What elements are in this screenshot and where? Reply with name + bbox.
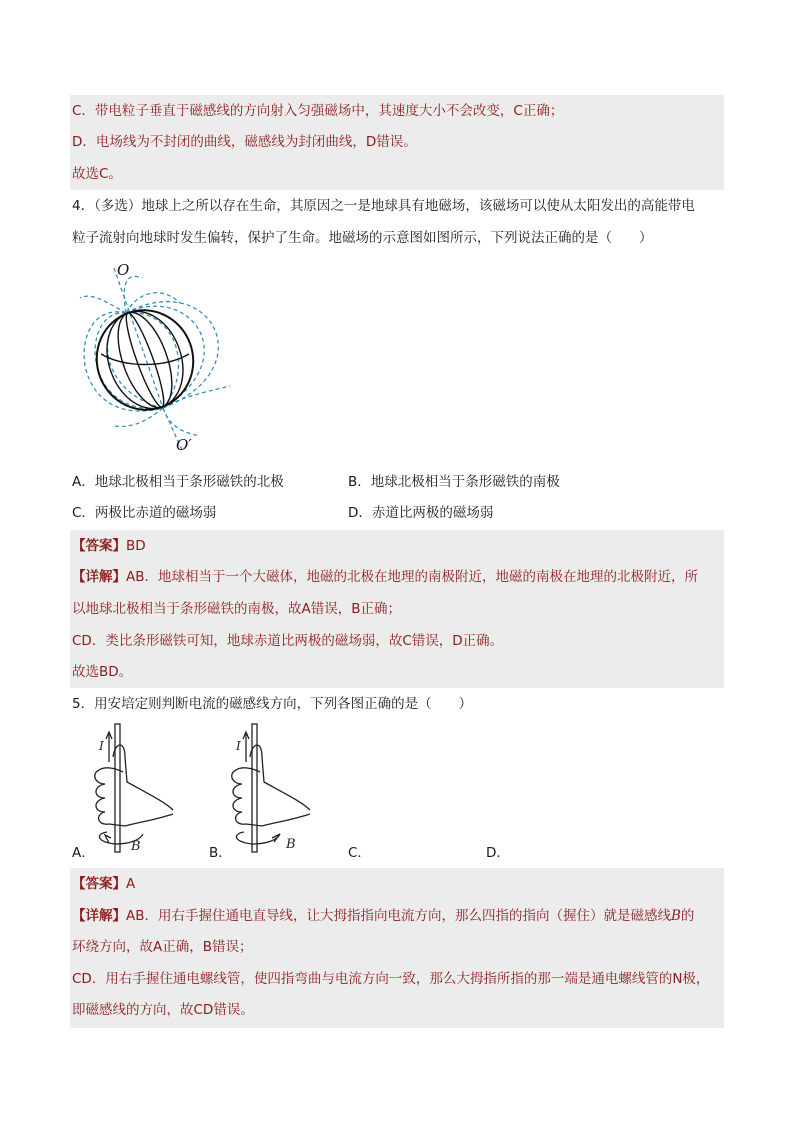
hand-figure-b: [222, 722, 332, 857]
q4-detail-text-1: AB．地球相当于一个大磁体，地磁的北极在地理的南极附近，地磁的南极在地理的北极附近，所: [126, 569, 698, 585]
axis-label-top: O: [117, 261, 130, 279]
q5-answer-tag: 【答案】: [72, 876, 126, 892]
q5-option-a[interactable]: A．: [72, 845, 95, 861]
q5-detail-line-2: 环绕方向，故A正确，B错误；: [72, 939, 253, 955]
earth-magnetic-field-figure: [70, 258, 250, 458]
q5-detail-line-4: 即磁感线的方向，故CD错误。: [72, 1002, 254, 1018]
q4-answer-tag: 【答案】: [72, 538, 126, 554]
q5-option-d[interactable]: D．: [486, 845, 510, 861]
q5-detail-line-3: CD．用右手握住通电螺线管，使四指弯曲与电流方向一致，那么大拇指所指的那一端是通电螺线管的N极，: [72, 971, 710, 987]
q4-option-a[interactable]: A．地球北极相当于条形磁铁的北极: [72, 474, 284, 490]
globe: [83, 297, 207, 424]
q4-option-d[interactable]: D．赤道比两极的磁场弱: [348, 505, 494, 521]
q4-stem-line-1: 4．（多选）地球上之所以存在生命，其原因之一是地球具有地磁场，该磁场可以使从太阳发出的高能带电: [72, 198, 695, 214]
q5-answer: [72, 874, 135, 894]
q5-detail-tag: 【详解】: [72, 908, 126, 924]
q4-answer: [72, 536, 146, 556]
fig-b-current-label: I: [236, 739, 241, 753]
q5-detail-text-1c: 的: [680, 908, 695, 924]
q4-stem-line-2: 粒子流射向地球时发生偏转，保护了生命。地磁场的示意图如图所示，下列说法正确的是（ ）: [72, 230, 653, 246]
q4-option-b[interactable]: B．地球北极相当于条形磁铁的南极: [348, 474, 560, 490]
q5-stem: 5．用安培定则判断电流的磁感线方向，下列各图正确的是（ ）: [72, 696, 473, 712]
fig-a-field-label: B: [131, 839, 141, 854]
q4-conclusion: 故选BD。: [72, 664, 133, 680]
fig-b-field-label: B: [286, 837, 296, 852]
q3-solution-d: D．电场线为不封闭的曲线，磁感线为封闭曲线，D错误。: [72, 134, 417, 150]
q4-detail-line-2: 以地球北极相当于条形磁铁的南极，故A错误，B正确；: [72, 601, 401, 617]
q5-detail-line-1: [72, 906, 694, 926]
q3-conclusion: 故选C。: [72, 166, 122, 182]
q4-detail-line-3: CD．类比条形磁铁可知，地球赤道比两极的磁场弱，故C错误，D正确。: [72, 633, 504, 649]
fig-a-current-label: I: [99, 739, 104, 753]
q5-answer-value: A: [126, 876, 136, 892]
q5-option-c[interactable]: C．: [348, 845, 371, 861]
q4-detail-tag: 【详解】: [72, 569, 126, 585]
axis-label-bottom: O′: [176, 436, 192, 454]
q3-solution-c: C．带电粒子垂直于磁感线的方向射入匀强磁场中，其速度大小不会改变，C正确；: [72, 103, 564, 119]
q5-option-b[interactable]: B．: [209, 845, 232, 861]
q4-answer-value: BD: [126, 538, 146, 554]
q4-option-c[interactable]: C．两极比赤道的磁场弱: [72, 505, 217, 521]
q5-detail-symbol-b: B: [671, 908, 681, 924]
field-lines: [80, 268, 230, 450]
hand-figure-a: [85, 722, 195, 857]
q4-detail-line-1: [72, 567, 698, 587]
q5-detail-text-1a: AB．用右手握住通电直导线，让大拇指指向电流方向，那么四指的指向（握住）就是磁感线: [126, 908, 671, 924]
